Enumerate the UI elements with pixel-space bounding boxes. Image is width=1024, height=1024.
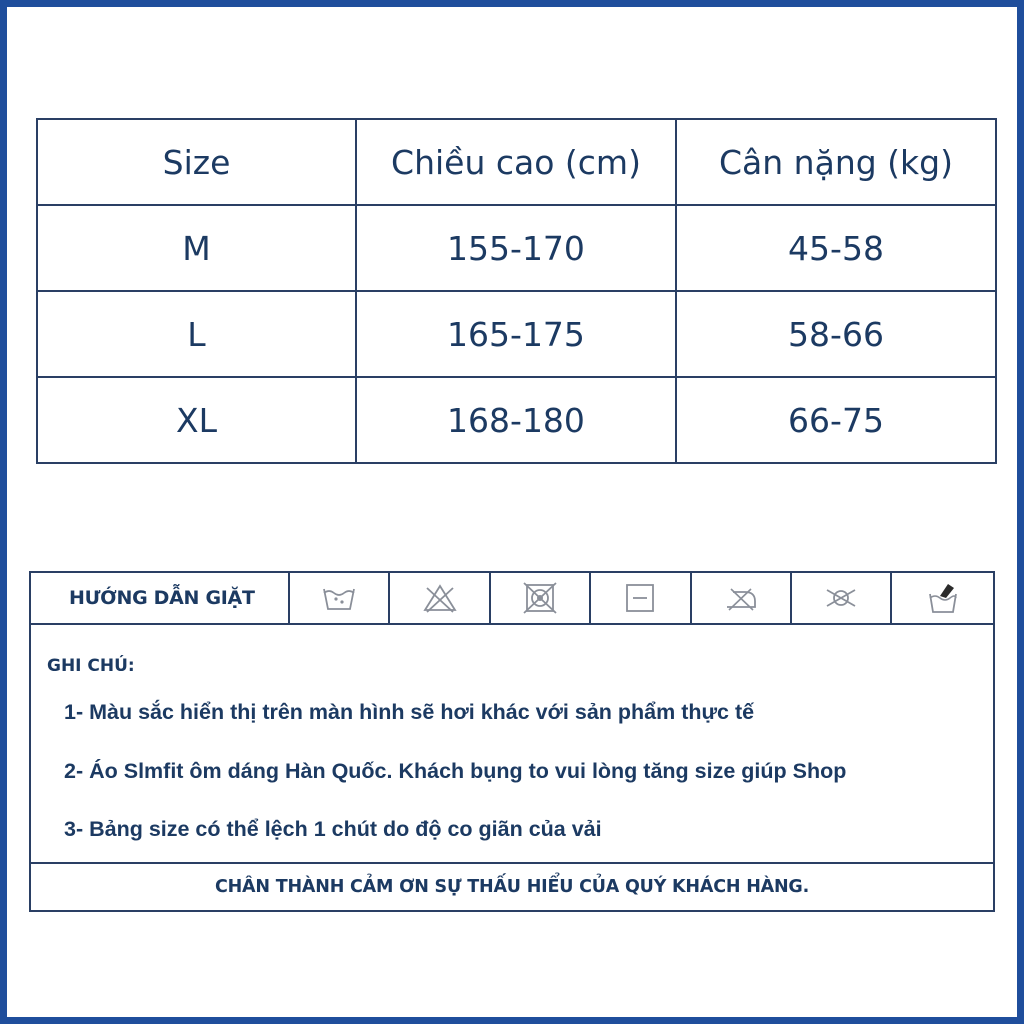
wash-cell bbox=[491, 573, 591, 623]
table-row bbox=[37, 291, 996, 377]
thank-you-message: CHÂN THÀNH CẢM ƠN SỰ THẤU HIỂU CỦA QUÝ KHÁCH HÀNG. bbox=[31, 862, 993, 910]
header-weight: Cân nặng (kg) bbox=[676, 119, 996, 205]
cell-height: 155-170 bbox=[356, 205, 676, 291]
size-table bbox=[36, 118, 997, 464]
notes-title: GHI CHÚ: bbox=[47, 656, 135, 676]
wash-cell bbox=[792, 573, 892, 623]
table-row bbox=[37, 205, 996, 291]
no-tumble-dry-icon bbox=[520, 580, 560, 616]
cell-weight: 45-58 bbox=[676, 205, 996, 291]
table-header-row bbox=[37, 119, 996, 205]
cell-size: L bbox=[37, 291, 356, 377]
hand-wash-icon bbox=[923, 580, 963, 616]
notes-area bbox=[31, 625, 993, 862]
header-height: Chiều cao (cm) bbox=[356, 119, 676, 205]
cell-height: 168-180 bbox=[356, 377, 676, 463]
care-instructions-box bbox=[29, 571, 995, 912]
note-item: 2- Áo Slmfit ôm dáng Hàn Quốc. Khách bụng to vui lòng tăng size giúp Shop bbox=[64, 759, 847, 783]
wash-cell bbox=[591, 573, 691, 623]
header-size: Size bbox=[37, 119, 356, 205]
cell-size: XL bbox=[37, 377, 356, 463]
table-row bbox=[37, 377, 996, 463]
wash-guide-title: HƯỚNG DẪN GIẶT bbox=[31, 573, 290, 623]
cell-weight: 66-75 bbox=[676, 377, 996, 463]
wash-cell bbox=[892, 573, 992, 623]
no-bleach-icon bbox=[420, 580, 460, 616]
wash-30-icon bbox=[319, 580, 359, 616]
wash-cell bbox=[290, 573, 390, 623]
wash-guide-row bbox=[31, 573, 993, 625]
cell-size: M bbox=[37, 205, 356, 291]
no-dry-clean-icon bbox=[821, 580, 861, 616]
cell-weight: 58-66 bbox=[676, 291, 996, 377]
dry-flat-icon bbox=[620, 580, 660, 616]
wash-cell bbox=[692, 573, 792, 623]
iron-low-icon bbox=[721, 580, 761, 616]
note-item: 1- Màu sắc hiển thị trên màn hình sẽ hơi khác với sản phẩm thực tế bbox=[64, 700, 755, 724]
note-item: 3- Bảng size có thể lệch 1 chút do độ co giãn của vải bbox=[64, 817, 602, 841]
cell-height: 165-175 bbox=[356, 291, 676, 377]
wash-cell bbox=[390, 573, 490, 623]
